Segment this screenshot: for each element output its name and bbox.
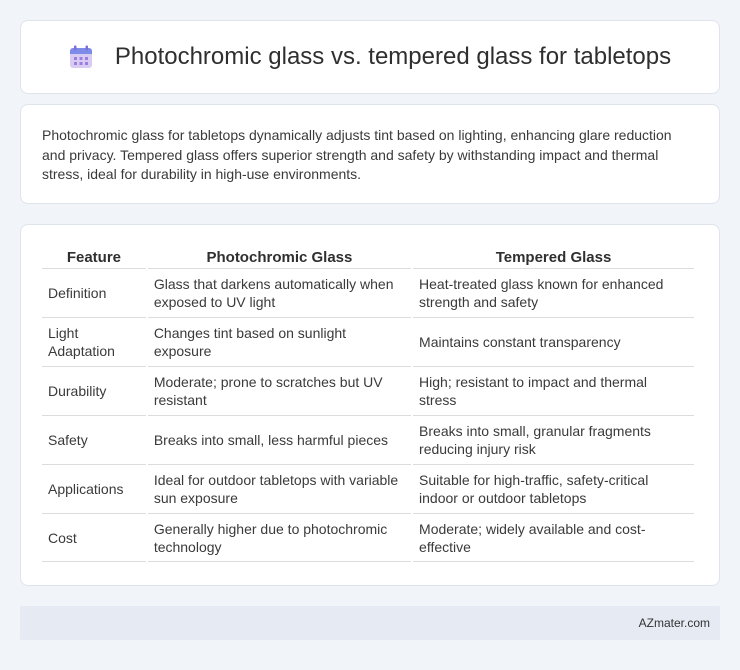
intro-card (20, 104, 720, 204)
tempered-cell: Heat-treated glass known for enhanced strength and safety (413, 269, 694, 318)
table-row (42, 367, 694, 416)
table-row (42, 465, 694, 514)
comparison-table (40, 247, 696, 562)
title-row (21, 21, 719, 93)
tempered-cell: High; resistant to impact and thermal stress (413, 367, 694, 416)
tempered-cell: Suitable for high-traffic, safety-critical indoor or outdoor tabletops (413, 465, 694, 514)
feature-cell: Safety (42, 416, 146, 465)
page-title: Photochromic glass vs. tempered glass for tabletops (114, 43, 672, 70)
header-photochromic: Photochromic Glass (148, 247, 411, 269)
feature-cell: Definition (42, 269, 146, 318)
header-tempered: Tempered Glass (413, 247, 694, 269)
calendar-icon (69, 45, 93, 69)
photochromic-cell: Moderate; prone to scratches but UV resistant (148, 367, 411, 416)
table-row (42, 416, 694, 465)
tempered-cell: Breaks into small, granular fragments reducing injury risk (413, 416, 694, 465)
tempered-cell: Moderate; widely available and cost-effective (413, 514, 694, 562)
intro-paragraph: Photochromic glass for tabletops dynamically adjusts tint based on lighting, enhancing glare reduction and privacy. Tempered glass offers superior strength and safety by withstanding impact and thermal stress, ideal for durability in high-use environments. (42, 127, 672, 182)
footer-site-link[interactable]: AZmater.com (638, 616, 710, 630)
table-row (42, 514, 694, 562)
photochromic-cell: Glass that darkens automatically when exposed to UV light (148, 269, 411, 318)
photochromic-cell: Ideal for outdoor tabletops with variable sun exposure (148, 465, 411, 514)
tempered-cell: Maintains constant transparency (413, 318, 694, 367)
feature-cell: Light Adaptation (42, 318, 146, 367)
feature-cell: Cost (42, 514, 146, 562)
table-row (42, 269, 694, 318)
photochromic-cell: Breaks into small, less harmful pieces (148, 416, 411, 465)
feature-cell: Applications (42, 465, 146, 514)
footer-bar (20, 606, 720, 640)
photochromic-cell: Changes tint based on sunlight exposure (148, 318, 411, 367)
header-feature: Feature (42, 247, 146, 269)
comparison-card (20, 224, 720, 586)
table-header-row (42, 247, 694, 269)
feature-cell: Durability (42, 367, 146, 416)
photochromic-cell: Generally higher due to photochromic technology (148, 514, 411, 562)
title-card (20, 20, 720, 94)
table-row (42, 318, 694, 367)
